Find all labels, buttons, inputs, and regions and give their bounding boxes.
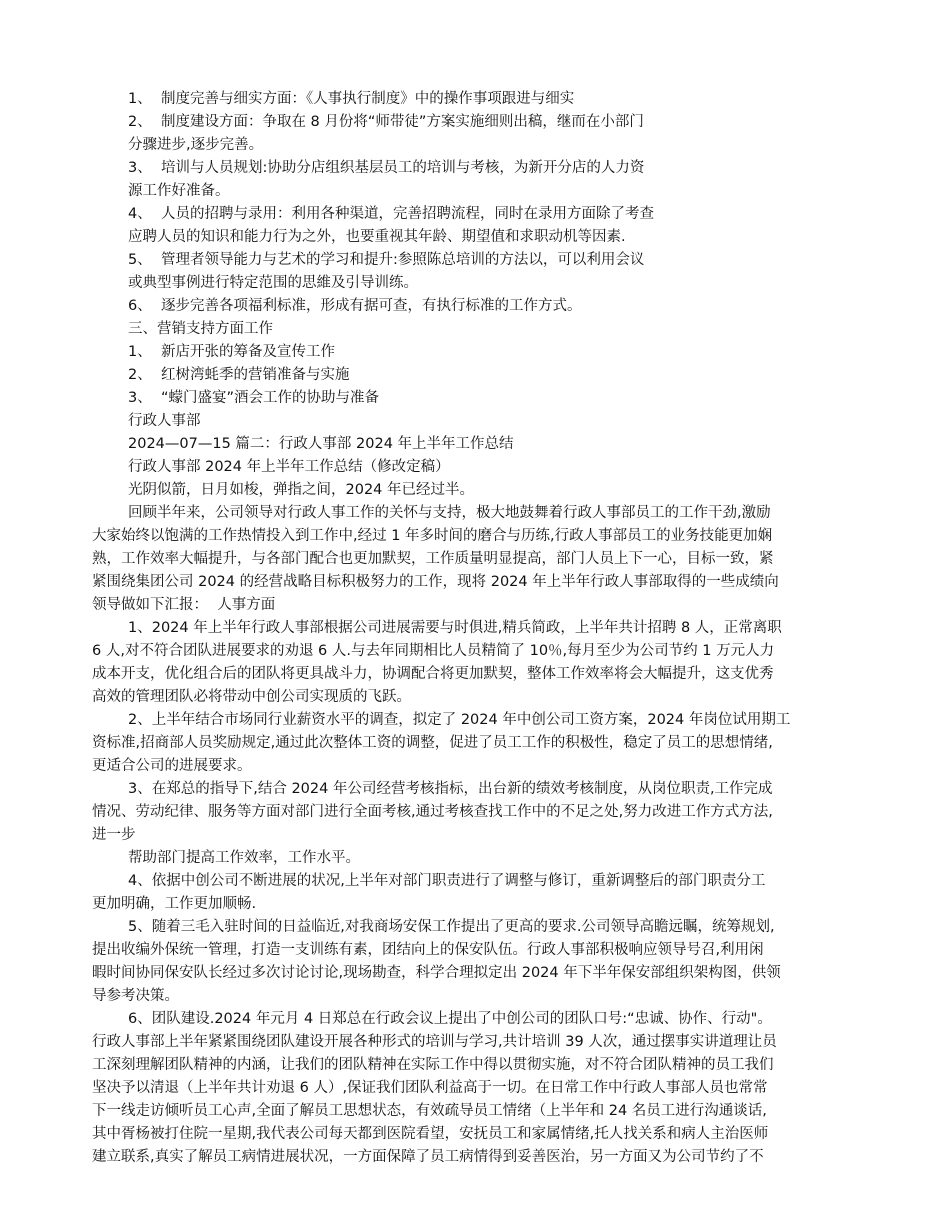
date-line: 2024—07—15 篇二：行政人事部 2024 年上半年工作总结: [128, 436, 514, 452]
text-line: 或典型事例进行特定范围的思維及引导训练。: [128, 275, 418, 291]
text-line: 5、 管理者领导能力与艺术的学习和提升:参照陈总培训的方法以，可以利用会议: [128, 252, 645, 268]
text-line: 分骤进步,逐步完善。: [128, 137, 264, 153]
text-line: 1、2024 年上半年行政人事部根据公司进展需要与时俱进,精兵简政，上半年共计招聘 8 人，正常离职: [128, 620, 782, 636]
text-line: 帮助部门提高工作效率，工作水平。: [128, 850, 360, 866]
text-line: 5、随着三毛入驻时间的日益临近,对我商场安保工作提出了更高的要求.公司领导高瞻远瞩，统筹规划,: [128, 919, 775, 935]
text-line: 6、团队建设.2024 年元月 4 日郑总在行政会议上提出了中创公司的团队口号:“忠诚、协作、行动"。: [128, 1011, 772, 1027]
text-line: 源工作好准备。: [128, 183, 230, 199]
text-line: 光阴似箭，日月如梭，弹指之间，2024 年已经过半。: [128, 482, 475, 498]
text-line: 进一步: [92, 827, 136, 843]
text-line: 高效的管理团队必将带动中创公司实现质的飞跃。: [92, 689, 411, 705]
text-line: 回顾半年来，公司领导对行政人事工作的关怀与支持，极大地鼓舞着行政人事部员工的工作干劲,激励: [128, 505, 771, 521]
text-line: 成本开支，优化组合后的团队将更具战斗力，协调配合将更加默契，整体工作效率将会大幅提升，这支优秀: [92, 666, 774, 682]
text-line: 工深刻理解团队精神的内涵，让我们的团队精神在实际工作中得以贯彻实施，对不符合团队精神的员工我们: [92, 1057, 774, 1073]
text-line: 6、 逐步完善各项福利标准，形成有据可查，有执行标准的工作方式。: [128, 298, 582, 314]
text-line: 建立联系,真实了解员工病情进展状况，一方面保障了员工病情得到妥善医治，另一方面又为公司节约了不: [92, 1149, 764, 1165]
text-line: 1、 制度完善与细实方面：《人事执行制度》中的操作事项跟进与细实: [128, 91, 575, 107]
text-line: 更加明确，工作更加顺畅.: [92, 896, 257, 912]
text-line: 领导做如下汇报： 人事方面: [92, 597, 276, 613]
text-line: 3、 培训与人员规划:协助分店组织基层员工的培训与考核，为新开分店的人力资: [128, 160, 645, 176]
text-line: 坚决予以清退（上半年共计劝退 6 人）,保证我们团队利益高于一切。在日常工作中行政人事部人员也常常: [92, 1080, 768, 1096]
text-line: 下一线走访倾听员工心声,全面了解员工思想状态，有效疏导员工情绪（上半年和 24 名员工进行沟通谈话,: [92, 1103, 767, 1119]
text-line: 更适合公司的进展要求。: [92, 758, 252, 774]
text-line: 1、 新店开张的筹备及宣传工作: [128, 344, 335, 360]
signature-dept: 行政人事部: [128, 413, 201, 429]
text-line: 其中胥杨被打住院一星期,我代表公司每天都到医院看望，安抚员工和家属情绪,托人找关系和病人主治医师: [92, 1126, 769, 1142]
text-line: 4、 人员的招聘与录用：利用各种渠道，完善招聘流程，同时在录用方面除了考查: [128, 206, 654, 222]
text-line: 资标准,招商部人员奖励规定,通过此次整体工资的调整，促进了员工工作的积极性，稳定了员工的思想情绪,: [92, 735, 773, 751]
doc-title: 行政人事部 2024 年上半年工作总结（修改定稿）: [128, 459, 450, 475]
text-line: 2、 红树湾蚝季的营销准备与实施: [128, 367, 350, 383]
text-line: 行政人事部上半年紧紧围绕团队建设开展各种形式的培训与学习,共计培训 39 人次，通过摆事实讲道理让员: [92, 1034, 777, 1050]
text-line: 熟，工作效率大幅提升，与各部门配合也更加默契，工作质量明显提高，部门人员上下一心，目标一致，紧: [92, 551, 774, 567]
text-line: 2、 制度建设方面：争取在 8 月份将“师带徒”方案实施细则出稿，继而在小部门: [128, 114, 644, 130]
text-line: 提出收编外保统一管理，打造一支训练有素，团结向上的保安队伍。行政人事部积极响应领导号召,利用闲: [92, 942, 764, 958]
text-line: 导参考决策。: [92, 988, 179, 1004]
text-line: 紧围绕集团公司 2024 的经营战略目标积极努力的工作，现将 2024 年上半年行政人事部取得的一些成绩向: [92, 574, 779, 590]
text-line: 大家始终以饱满的工作热情投入到工作中,经过 1 年多时间的磨合与历练,行政人事部员工的业务技能更加娴: [92, 528, 773, 544]
text-line: 3、 “蠓门盛宴”酒会工作的协助与准备: [128, 390, 379, 406]
section-heading: 三、营销支持方面工作: [128, 321, 273, 337]
text-line: 情况、劳动纪律、服务等方面对部门进行全面考核,通过考核查找工作中的不足之处,努力改进工作方式方法,: [92, 804, 773, 820]
text-line: 6 人,对不符合团队进展要求的劝退 6 人.与去年同期相比人员精简了 10％,每月至少为公司节约 1 万元人力: [92, 643, 775, 659]
text-line: 3、在郑总的指导下,结合 2024 年公司经营考核指标，出台新的绩效考核制度，从岗位职责,工作完成: [128, 781, 773, 797]
text-line: 4、依据中创公司不断进展的状况,上半年对部门职责进行了调整与修订，重新调整后的部门职责分工: [128, 873, 766, 889]
text-line: 暇时间协同保安队长经过多次讨论讨论,现场勘查，科学合理拟定出 2024 年下半年保安部组织架构图，供领: [92, 965, 781, 981]
text-line: 应聘人员的知识和能力行为之外，也要重视其年龄、期望值和求职动机等因素.: [128, 229, 626, 245]
text-line: 2、上半年结合市场同行业薪资水平的调查，拟定了 2024 年中创公司工资方案，2024 年岗位试用期工: [128, 712, 791, 728]
